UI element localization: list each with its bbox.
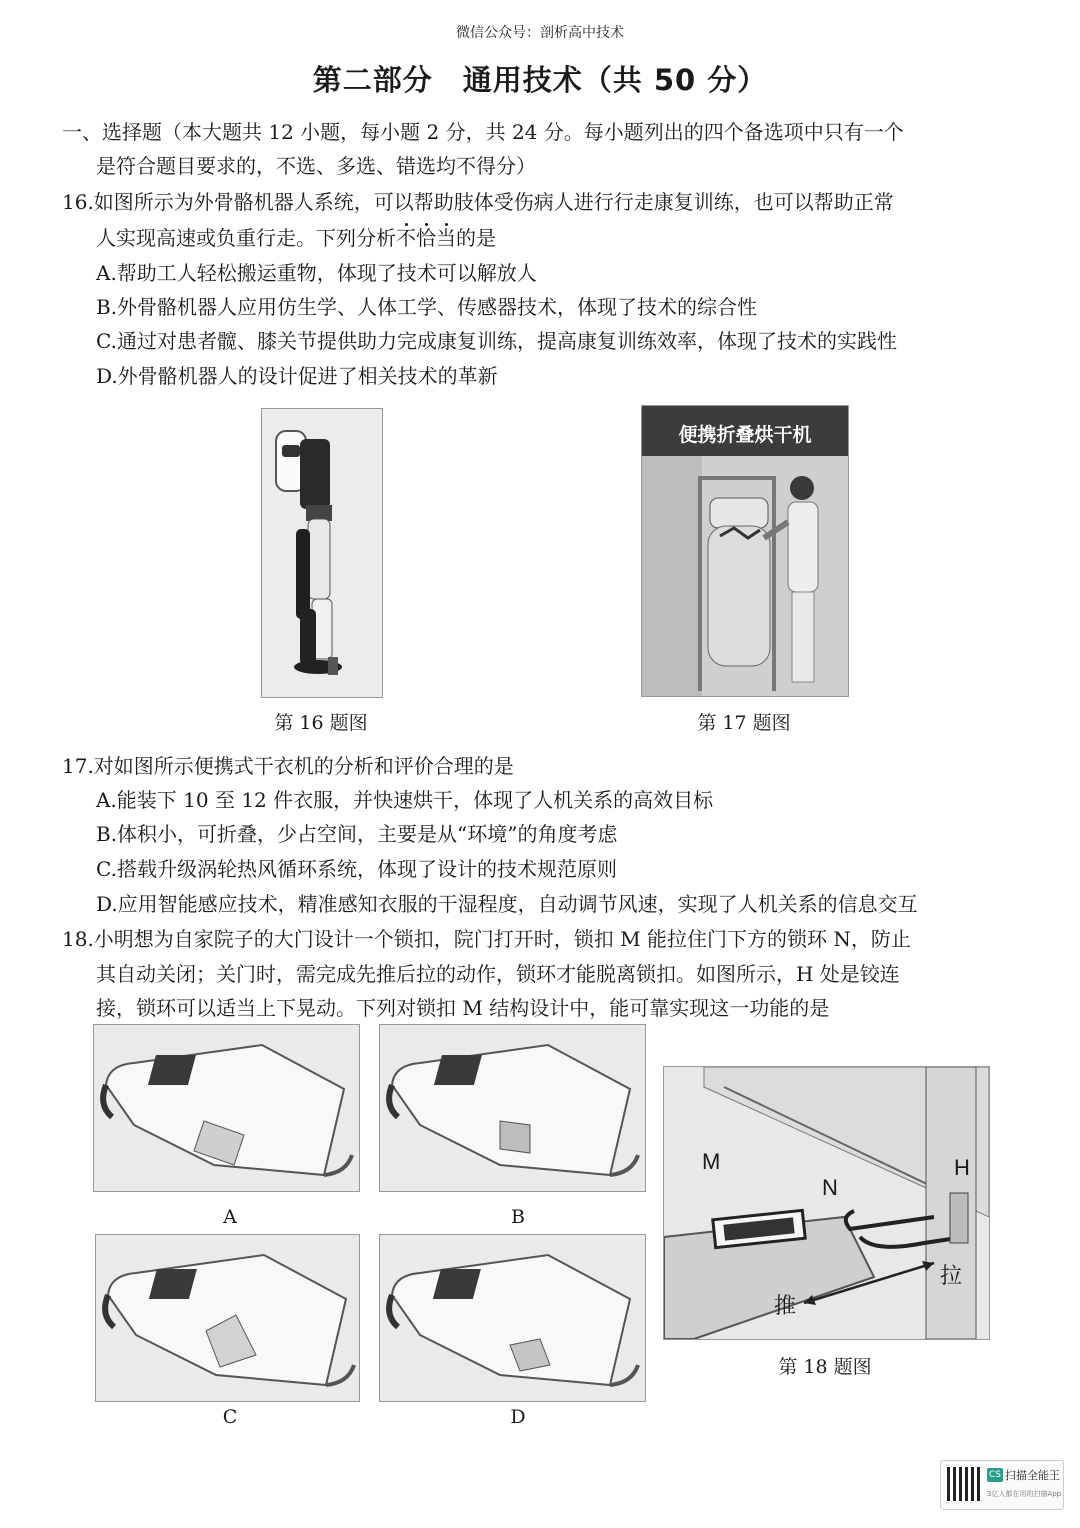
q17-option-b: B.体积小，可折叠，少占空间，主要是从“环境”的角度考虑 (96, 822, 618, 846)
q18-label-h: H (954, 1155, 970, 1180)
q17-figure-caption: 第 17 题图 (697, 712, 791, 734)
q16-emphasis-text (396, 226, 456, 250)
q18-stem-line2: 其自动关闭；关门时，需完成先推后拉的动作，锁环才能脱离锁扣。如图所示，H 处是铰连 (96, 962, 900, 986)
q16-option-a: A.帮助工人轻松搬运重物，体现了技术可以解放人 (96, 261, 537, 285)
q17-option-d: D.应用智能感应技术，精准感知衣服的干湿程度，自动调节风速，实现了人机关系的信息交互 (96, 892, 918, 916)
q18-option-c-label: C (222, 1406, 238, 1428)
q18-label-m: M (702, 1149, 721, 1174)
qr-code-icon (947, 1467, 981, 1501)
q16-emphasis-char: 恰 (416, 226, 436, 250)
section-heading-line2: 是符合题目要求的，不选、多选、错选均不得分） (96, 154, 536, 178)
q16-figure-caption: 第 16 题图 (274, 712, 368, 734)
q16-stem-line2 (96, 224, 496, 252)
section-heading-line1: 一、选择题（本大题共 12 小题，每小题 2 分，共 24 分。每小题列出的四个备选项中只有一个 (62, 120, 904, 144)
q18-option-c-figure (95, 1234, 360, 1402)
q16-emphasis-char: 当 (436, 226, 456, 250)
q18-figure-caption: 第 18 题图 (778, 1356, 872, 1378)
page-title: 第二部分 通用技术（共 50 分） (312, 63, 768, 97)
q16-emphasis-char: 不 (396, 226, 416, 250)
q17-option-c: C.搭载升级涡轮热风循环系统，体现了设计的技术规范原则 (96, 857, 617, 881)
q17-option-a: A.能装下 10 至 12 件衣服，并快速烘干，体现了人机关系的高效目标 (96, 788, 714, 812)
q18-option-a-figure (93, 1024, 360, 1192)
q18-stem-line1: 18.小明想为自家院子的大门设计一个锁扣，院门打开时，锁扣 M 能拉住门下方的锁环 N，防止 (62, 927, 911, 951)
scanner-badge-subtitle: 3亿人都在用的扫描App (987, 1490, 1062, 1498)
q18-option-d-figure (379, 1234, 646, 1402)
q18-label-n: N (822, 1175, 838, 1200)
scanner-badge (940, 1460, 1064, 1510)
scanner-badge-name: 扫描全能王 (1005, 1469, 1060, 1482)
q18-option-b-figure (379, 1024, 646, 1192)
q16-option-b: B.外骨骼机器人应用仿生学、人体工学、传感器技术，体现了技术的综合性 (96, 295, 758, 319)
page-header: 微信公众号：剖析高中技术 (456, 25, 624, 41)
cs-logo-icon: CS (989, 1470, 1001, 1480)
q16-stem-line1: 16.如图所示为外骨骼机器人系统，可以帮助肢体受伤病人进行行走康复训练，也可以帮助正常 (62, 190, 894, 214)
q17-stem: 17.对如图所示便携式干衣机的分析和评价合理的是 (62, 754, 514, 778)
q16-stem-line2-a: 人实现高速或负重行走。下列分析 (96, 226, 396, 250)
q16-option-d: D.外骨骼机器人的设计促进了相关技术的革新 (96, 364, 498, 388)
q18-option-d-label: D (510, 1406, 526, 1428)
q18-option-a-label: A (223, 1206, 237, 1228)
q17-dryer-photo (641, 405, 849, 697)
q18-label-pull: 拉 (940, 1264, 963, 1289)
q18-label-push: 推 (774, 1294, 797, 1319)
q16-stem-line2-c: 的是 (456, 226, 496, 250)
q16-exoskeleton-photo (261, 408, 383, 698)
q16-option-c: C.通过对患者髋、膝关节提供助力完成康复训练，提高康复训练效率，体现了技术的实践性 (96, 329, 897, 353)
q17-photo-caption-text: 便携折叠烘干机 (678, 424, 812, 446)
q18-stem-line3: 接，锁环可以适当上下晃动。下列对锁扣 M 结构设计中，能可靠实现这一功能的是 (96, 996, 830, 1020)
q18-option-b-label: B (511, 1206, 525, 1228)
q18-latch-scene-figure (663, 1066, 990, 1340)
